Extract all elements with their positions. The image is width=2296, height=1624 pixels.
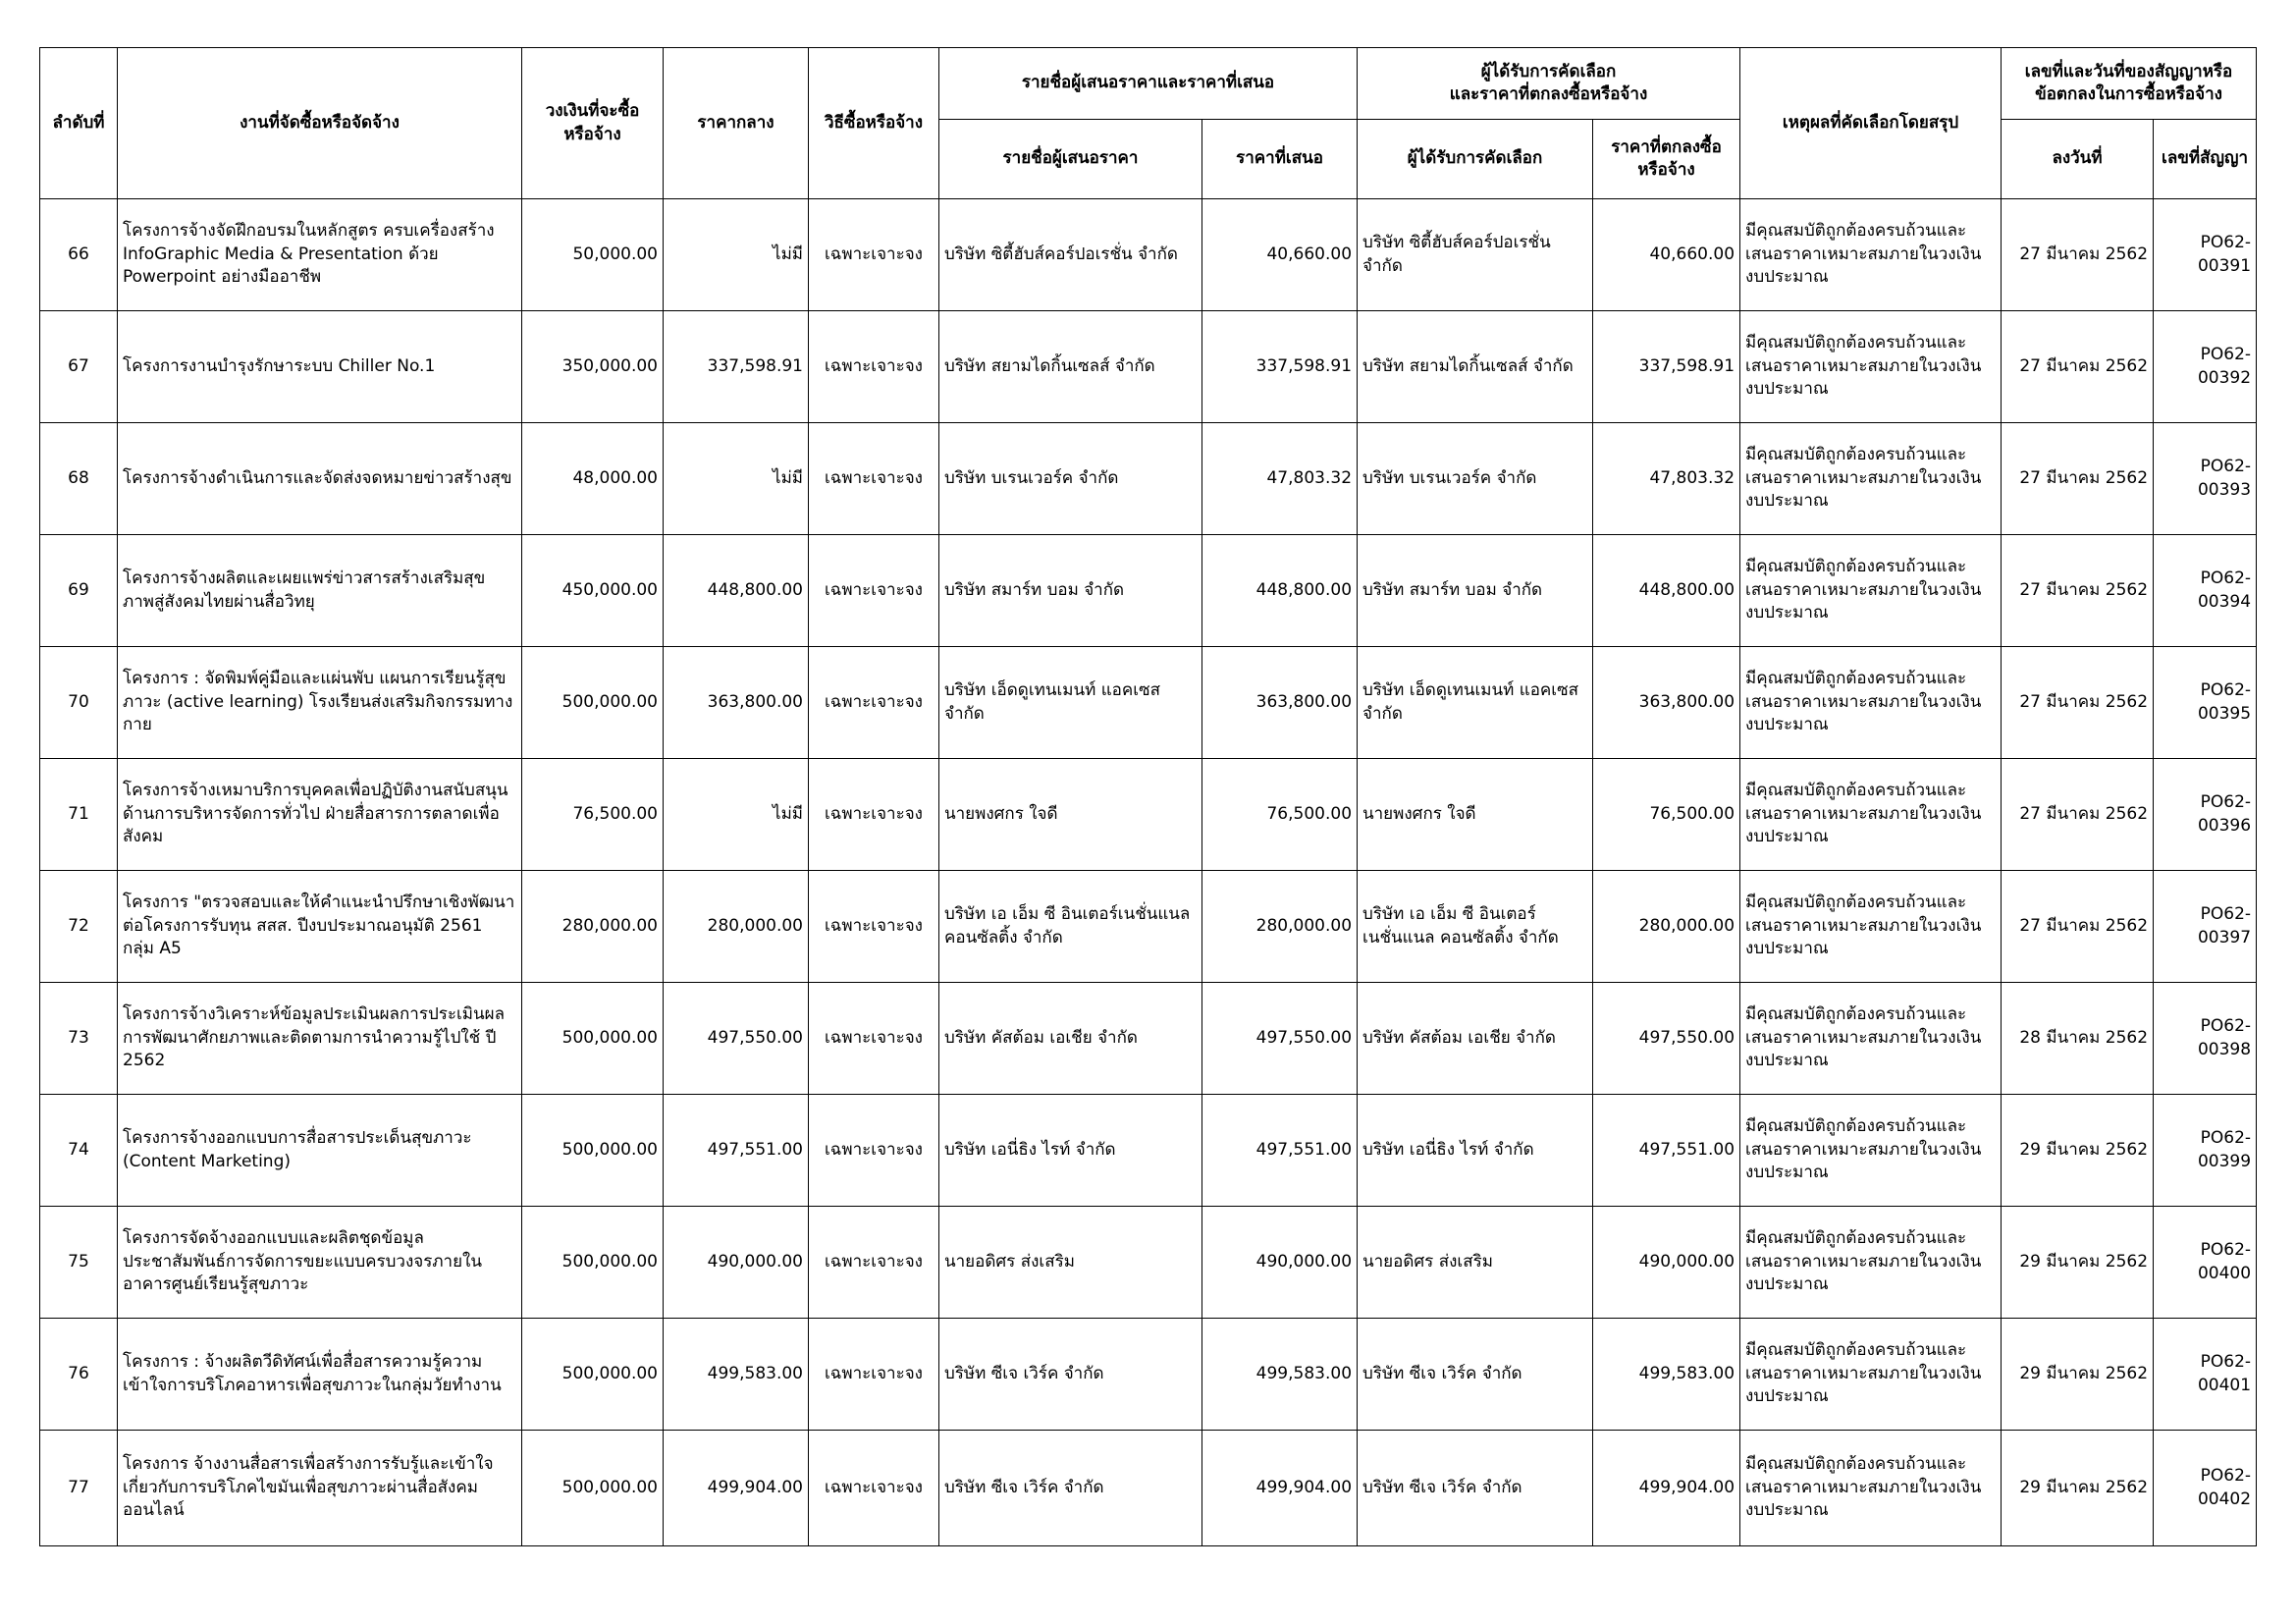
cell-project: โครงการจ้างวิเคราะห์ข้อมูลประเมินผลการประเมินผลการพัฒนาศักยภาพและติดตามการนำความรู้ไปใช้ ปี 2562: [118, 983, 522, 1095]
cell-contract-no: PO62-00392: [2154, 311, 2257, 423]
cell-seq: 66: [40, 199, 118, 311]
cell-method: เฉพาะเจาะจง: [809, 1319, 939, 1431]
header-reason: เหตุผลที่คัดเลือกโดยสรุป: [1740, 48, 2002, 199]
header-agreed-price: ราคาที่ตกลงซื้อ หรือจ้าง: [1593, 120, 1740, 199]
cell-method: เฉพาะเจาะจง: [809, 871, 939, 983]
cell-bidder-name: นายพงศกร ใจดี: [939, 759, 1202, 871]
cell-budget: 500,000.00: [522, 647, 664, 759]
cell-agreed-price: 499,904.00: [1593, 1431, 1740, 1546]
cell-project: โครงการ : จัดพิมพ์คู่มือและแผ่นพับ แผนการเรียนรู้สุขภาวะ (active learning) โรงเรียนส่งเสริมกิจกรรมทางกาย: [118, 647, 522, 759]
cell-bid-price: 337,598.91: [1202, 311, 1358, 423]
header-seq: ลำดับที่: [40, 48, 118, 199]
cell-bid-price: 76,500.00: [1202, 759, 1358, 871]
cell-contract-date: 29 มีนาคม 2562: [2002, 1207, 2154, 1319]
cell-seq: 67: [40, 311, 118, 423]
cell-bidder-name: บริษัท ซิตี้ฮับส์คอร์ปอเรชั่น จำกัด: [939, 199, 1202, 311]
cell-budget: 500,000.00: [522, 1095, 664, 1207]
cell-contract-date: 28 มีนาคม 2562: [2002, 983, 2154, 1095]
cell-contract-no: PO62-00391: [2154, 199, 2257, 311]
cell-selected-name: บริษัท สมาร์ท บอม จำกัด: [1358, 535, 1593, 647]
cell-bid-price: 280,000.00: [1202, 871, 1358, 983]
cell-method: เฉพาะเจาะจง: [809, 1431, 939, 1546]
table-header: [40, 48, 2257, 199]
cell-median-price: ไม่มี: [664, 759, 809, 871]
header-project: งานที่จัดซื้อหรือจัดจ้าง: [118, 48, 522, 199]
cell-method: เฉพาะเจาะจง: [809, 1095, 939, 1207]
cell-budget: 76,500.00: [522, 759, 664, 871]
header-method: วิธีซื้อหรือจ้าง: [809, 48, 939, 199]
cell-project: โครงการ "ตรวจสอบและให้คำแนะนำปรึกษาเชิงพัฒนาต่อโครงการรับทุน สสส. ปีงบประมาณอนุมัติ 2561 กลุ่ม A5: [118, 871, 522, 983]
cell-selected-name: บริษัท คัสต้อม เอเชีย จำกัด: [1358, 983, 1593, 1095]
table-row: [40, 647, 2257, 759]
cell-selected-name: บริษัท ซิตี้ฮับส์คอร์ปอเรชั่น จำกัด: [1358, 199, 1593, 311]
cell-agreed-price: 490,000.00: [1593, 1207, 1740, 1319]
cell-median-price: 499,583.00: [664, 1319, 809, 1431]
cell-bidder-name: บริษัท เอนี่ธิง ไรท์ จำกัด: [939, 1095, 1202, 1207]
cell-seq: 70: [40, 647, 118, 759]
cell-selected-name: บริษัท บเรนเวอร์ค จำกัด: [1358, 423, 1593, 535]
cell-contract-no: PO62-00397: [2154, 871, 2257, 983]
cell-selected-name: บริษัท ซีเจ เวิร์ค จำกัด: [1358, 1319, 1593, 1431]
cell-contract-no: PO62-00393: [2154, 423, 2257, 535]
cell-method: เฉพาะเจาะจง: [809, 535, 939, 647]
cell-seq: 73: [40, 983, 118, 1095]
cell-budget: 450,000.00: [522, 535, 664, 647]
cell-reason: มีคุณสมบัติถูกต้องครบถ้วนและเสนอราคาเหมาะสมภายในวงเงินงบประมาณ: [1740, 535, 2002, 647]
cell-contract-date: 27 มีนาคม 2562: [2002, 423, 2154, 535]
cell-agreed-price: 363,800.00: [1593, 647, 1740, 759]
cell-bid-price: 40,660.00: [1202, 199, 1358, 311]
cell-selected-name: นายอดิศร ส่งเสริม: [1358, 1207, 1593, 1319]
cell-project: โครงการจ้างผลิตและเผยแพร่ข่าวสารสร้างเสริมสุขภาพสู่สังคมไทยผ่านสื่อวิทยุ: [118, 535, 522, 647]
cell-reason: มีคุณสมบัติถูกต้องครบถ้วนและเสนอราคาเหมาะสมภายในวงเงินงบประมาณ: [1740, 423, 2002, 535]
cell-contract-no: PO62-00394: [2154, 535, 2257, 647]
cell-bidder-name: บริษัท เอ เอ็ม ซี อินเตอร์เนชั่นแนล คอนซัลติ้ง จำกัด: [939, 871, 1202, 983]
cell-bidder-name: นายอดิศร ส่งเสริม: [939, 1207, 1202, 1319]
cell-bid-price: 499,904.00: [1202, 1431, 1358, 1546]
cell-budget: 280,000.00: [522, 871, 664, 983]
cell-median-price: 497,550.00: [664, 983, 809, 1095]
header-bidders-group: รายชื่อผู้เสนอราคาและราคาที่เสนอ: [939, 48, 1358, 120]
cell-contract-no: PO62-00398: [2154, 983, 2257, 1095]
header-bid-price: ราคาที่เสนอ: [1202, 120, 1358, 199]
cell-agreed-price: 499,583.00: [1593, 1319, 1740, 1431]
cell-project: โครงการ จ้างงานสื่อสารเพื่อสร้างการรับรู้และเข้าใจเกี่ยวกับการบริโภคไขมันเพื่อสุขภาวะผ่านสื่อสังคมออนไลน์: [118, 1431, 522, 1546]
cell-seq: 68: [40, 423, 118, 535]
cell-bid-price: 497,550.00: [1202, 983, 1358, 1095]
cell-reason: มีคุณสมบัติถูกต้องครบถ้วนและเสนอราคาเหมาะสมภายในวงเงินงบประมาณ: [1740, 647, 2002, 759]
cell-project: โครงการจ้างออกแบบการสื่อสารประเด็นสุขภาวะ (Content Marketing): [118, 1095, 522, 1207]
cell-agreed-price: 337,598.91: [1593, 311, 1740, 423]
cell-selected-name: นายพงศกร ใจดี: [1358, 759, 1593, 871]
cell-bidder-name: บริษัท สมาร์ท บอม จำกัด: [939, 535, 1202, 647]
cell-project: โครงการจ้างจัดฝึกอบรมในหลักสูตร ครบเครื่องสร้าง InfoGraphic Media & Presentation ด้วย Powerpoint อย่างมืออาชีพ: [118, 199, 522, 311]
cell-selected-name: บริษัท เอ็ดดูเทนเมนท์ แอคเซส จำกัด: [1358, 647, 1593, 759]
cell-reason: มีคุณสมบัติถูกต้องครบถ้วนและเสนอราคาเหมาะสมภายในวงเงินงบประมาณ: [1740, 871, 2002, 983]
cell-seq: 76: [40, 1319, 118, 1431]
cell-bid-price: 363,800.00: [1202, 647, 1358, 759]
cell-median-price: 363,800.00: [664, 647, 809, 759]
cell-bidder-name: บริษัท บเรนเวอร์ค จำกัด: [939, 423, 1202, 535]
cell-median-price: 499,904.00: [664, 1431, 809, 1546]
cell-reason: มีคุณสมบัติถูกต้องครบถ้วนและเสนอราคาเหมาะสมภายในวงเงินงบประมาณ: [1740, 311, 2002, 423]
cell-project: โครงการงานบำรุงรักษาระบบ Chiller No.1: [118, 311, 522, 423]
cell-contract-no: PO62-00401: [2154, 1319, 2257, 1431]
cell-seq: 72: [40, 871, 118, 983]
cell-reason: มีคุณสมบัติถูกต้องครบถ้วนและเสนอราคาเหมาะสมภายในวงเงินงบประมาณ: [1740, 759, 2002, 871]
cell-seq: 74: [40, 1095, 118, 1207]
cell-method: เฉพาะเจาะจง: [809, 759, 939, 871]
cell-median-price: ไม่มี: [664, 423, 809, 535]
table-row: [40, 311, 2257, 423]
cell-bidder-name: บริษัท เอ็ดดูเทนเมนท์ แอคเซส จำกัด: [939, 647, 1202, 759]
procurement-table: [39, 47, 2257, 1546]
table-body: [40, 199, 2257, 1546]
cell-method: เฉพาะเจาะจง: [809, 199, 939, 311]
cell-bidder-name: บริษัท ซีเจ เวิร์ค จำกัด: [939, 1319, 1202, 1431]
cell-project: โครงการจัดจ้างออกแบบและผลิตชุดข้อมูลประชาสัมพันธ์การจัดการขยะแบบครบวงจรภายในอาคารศูนย์เรียนรู้สุขภาวะ: [118, 1207, 522, 1319]
cell-contract-no: PO62-00395: [2154, 647, 2257, 759]
cell-budget: 50,000.00: [522, 199, 664, 311]
table-row: [40, 1095, 2257, 1207]
cell-agreed-price: 448,800.00: [1593, 535, 1740, 647]
table-row: [40, 1207, 2257, 1319]
cell-selected-name: บริษัท เอ เอ็ม ซี อินเตอร์เนชั่นแนล คอนซัลติ้ง จำกัด: [1358, 871, 1593, 983]
cell-contract-date: 29 มีนาคม 2562: [2002, 1319, 2154, 1431]
cell-contract-no: PO62-00396: [2154, 759, 2257, 871]
cell-contract-no: PO62-00399: [2154, 1095, 2257, 1207]
cell-median-price: 490,000.00: [664, 1207, 809, 1319]
cell-contract-date: 29 มีนาคม 2562: [2002, 1431, 2154, 1546]
cell-reason: มีคุณสมบัติถูกต้องครบถ้วนและเสนอราคาเหมาะสมภายในวงเงินงบประมาณ: [1740, 1207, 2002, 1319]
cell-seq: 71: [40, 759, 118, 871]
cell-agreed-price: 497,550.00: [1593, 983, 1740, 1095]
table-row: [40, 1319, 2257, 1431]
cell-contract-no: PO62-00400: [2154, 1207, 2257, 1319]
cell-contract-date: 27 มีนาคม 2562: [2002, 759, 2154, 871]
table-row: [40, 423, 2257, 535]
cell-selected-name: บริษัท เอนี่ธิง ไรท์ จำกัด: [1358, 1095, 1593, 1207]
cell-bid-price: 490,000.00: [1202, 1207, 1358, 1319]
cell-reason: มีคุณสมบัติถูกต้องครบถ้วนและเสนอราคาเหมาะสมภายในวงเงินงบประมาณ: [1740, 983, 2002, 1095]
cell-project: โครงการจ้างเหมาบริการบุคคลเพื่อปฏิบัติงานสนับสนุนด้านการบริหารจัดการทั่วไป ฝ่ายสื่อสารการตลาดเพื่อสังคม: [118, 759, 522, 871]
cell-contract-date: 27 มีนาคม 2562: [2002, 647, 2154, 759]
cell-bid-price: 47,803.32: [1202, 423, 1358, 535]
table-row: [40, 535, 2257, 647]
header-selected-group: ผู้ได้รับการคัดเลือก และราคาที่ตกลงซื้อหรือจ้าง: [1358, 48, 1740, 120]
header-selected-name: ผู้ได้รับการคัดเลือก: [1358, 120, 1593, 199]
cell-median-price: ไม่มี: [664, 199, 809, 311]
cell-budget: 350,000.00: [522, 311, 664, 423]
cell-contract-date: 27 มีนาคม 2562: [2002, 535, 2154, 647]
cell-budget: 500,000.00: [522, 1431, 664, 1546]
cell-budget: 500,000.00: [522, 1319, 664, 1431]
cell-agreed-price: 47,803.32: [1593, 423, 1740, 535]
cell-budget: 500,000.00: [522, 983, 664, 1095]
cell-method: เฉพาะเจาะจง: [809, 647, 939, 759]
header-budget: วงเงินที่จะซื้อ หรือจ้าง: [522, 48, 664, 199]
cell-contract-date: 29 มีนาคม 2562: [2002, 1095, 2154, 1207]
cell-median-price: 337,598.91: [664, 311, 809, 423]
cell-seq: 75: [40, 1207, 118, 1319]
cell-budget: 48,000.00: [522, 423, 664, 535]
cell-bid-price: 448,800.00: [1202, 535, 1358, 647]
cell-contract-no: PO62-00402: [2154, 1431, 2257, 1546]
table-row: [40, 983, 2257, 1095]
cell-reason: มีคุณสมบัติถูกต้องครบถ้วนและเสนอราคาเหมาะสมภายในวงเงินงบประมาณ: [1740, 1095, 2002, 1207]
cell-seq: 77: [40, 1431, 118, 1546]
header-contract-no: เลขที่สัญญา: [2154, 120, 2257, 199]
cell-reason: มีคุณสมบัติถูกต้องครบถ้วนและเสนอราคาเหมาะสมภายในวงเงินงบประมาณ: [1740, 1431, 2002, 1546]
cell-contract-date: 27 มีนาคม 2562: [2002, 199, 2154, 311]
cell-reason: มีคุณสมบัติถูกต้องครบถ้วนและเสนอราคาเหมาะสมภายในวงเงินงบประมาณ: [1740, 1319, 2002, 1431]
cell-budget: 500,000.00: [522, 1207, 664, 1319]
header-median-price: ราคากลาง: [664, 48, 809, 199]
cell-contract-date: 27 มีนาคม 2562: [2002, 871, 2154, 983]
cell-bidder-name: บริษัท สยามไดกิ้นเซลส์ จำกัด: [939, 311, 1202, 423]
cell-bid-price: 497,551.00: [1202, 1095, 1358, 1207]
cell-agreed-price: 497,551.00: [1593, 1095, 1740, 1207]
cell-bid-price: 499,583.00: [1202, 1319, 1358, 1431]
cell-median-price: 448,800.00: [664, 535, 809, 647]
table-row: [40, 871, 2257, 983]
cell-bidder-name: บริษัท คัสต้อม เอเชีย จำกัด: [939, 983, 1202, 1095]
cell-method: เฉพาะเจาะจง: [809, 1207, 939, 1319]
cell-project: โครงการจ้างดำเนินการและจัดส่งจดหมายข่าวสร้างสุข: [118, 423, 522, 535]
cell-selected-name: บริษัท สยามไดกิ้นเซลส์ จำกัด: [1358, 311, 1593, 423]
cell-contract-date: 27 มีนาคม 2562: [2002, 311, 2154, 423]
header-bidder-name: รายชื่อผู้เสนอราคา: [939, 120, 1202, 199]
cell-agreed-price: 40,660.00: [1593, 199, 1740, 311]
table-row: [40, 199, 2257, 311]
table-row: [40, 1431, 2257, 1546]
cell-project: โครงการ : จ้างผลิตวีดิทัศน์เพื่อสื่อสารความรู้ความเข้าใจการบริโภคอาหารเพื่อสุขภาวะในกลุ่มวัยทำงาน: [118, 1319, 522, 1431]
cell-seq: 69: [40, 535, 118, 647]
cell-method: เฉพาะเจาะจง: [809, 423, 939, 535]
cell-selected-name: บริษัท ซีเจ เวิร์ค จำกัด: [1358, 1431, 1593, 1546]
header-contract-group: เลขที่และวันที่ของสัญญาหรือ ข้อตกลงในการซื้อหรือจ้าง: [2002, 48, 2257, 120]
cell-agreed-price: 280,000.00: [1593, 871, 1740, 983]
cell-agreed-price: 76,500.00: [1593, 759, 1740, 871]
table-row: [40, 759, 2257, 871]
cell-median-price: 280,000.00: [664, 871, 809, 983]
cell-method: เฉพาะเจาะจง: [809, 311, 939, 423]
cell-reason: มีคุณสมบัติถูกต้องครบถ้วนและเสนอราคาเหมาะสมภายในวงเงินงบประมาณ: [1740, 199, 2002, 311]
cell-method: เฉพาะเจาะจง: [809, 983, 939, 1095]
header-contract-date: ลงวันที่: [2002, 120, 2154, 199]
cell-bidder-name: บริษัท ซีเจ เวิร์ค จำกัด: [939, 1431, 1202, 1546]
cell-median-price: 497,551.00: [664, 1095, 809, 1207]
